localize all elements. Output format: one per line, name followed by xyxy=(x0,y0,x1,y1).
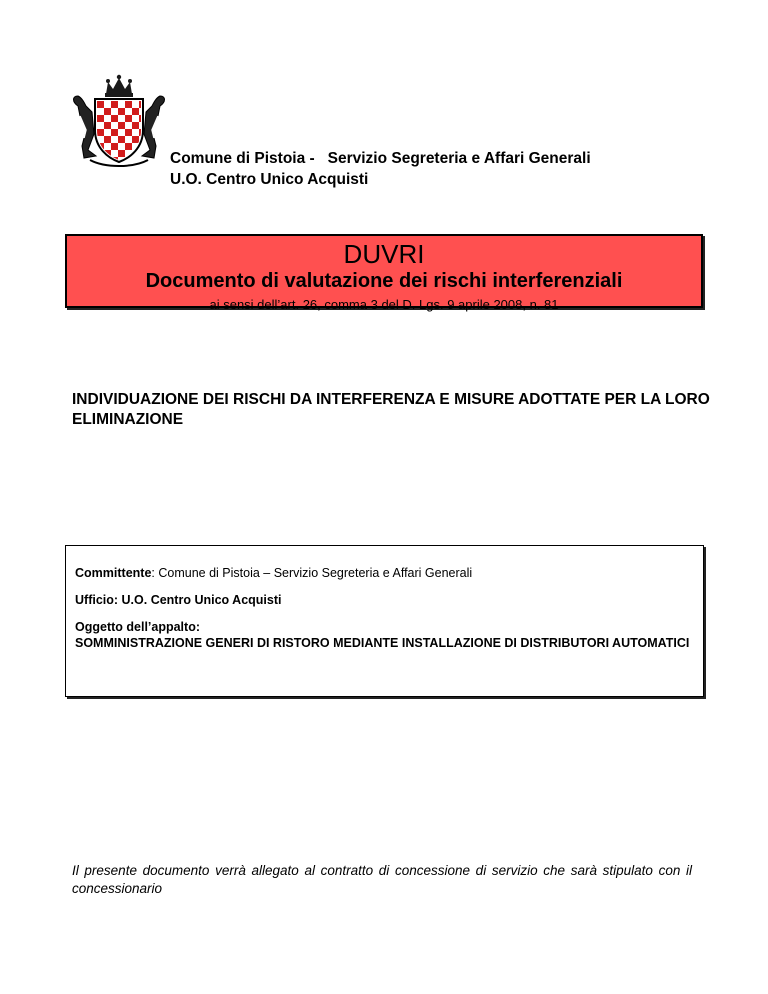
ufficio-line: Ufficio: U.O. Centro Unico Acquisti xyxy=(75,593,282,607)
committente-value: : Comune di Pistoia – Servizio Segreteria e Affari Generali xyxy=(151,566,473,580)
header-line-1 xyxy=(170,148,591,169)
header-line-2: U.O. Centro Unico Acquisti xyxy=(170,171,369,188)
legal-reference: ai sensi dell’art. 26, comma 3 del D. Lgs. 9 aprile 2008, n. 81 xyxy=(209,297,559,312)
header-municipality: Comune di Pistoia - xyxy=(170,150,315,167)
document-subtitle: Documento di valutazione dei rischi interferenziali xyxy=(145,270,623,292)
section-heading: INDIVIDUAZIONE DEI RISCHI DA INTERFERENZA E MISURE ADOTTATE PER LA LORO ELIMINAZIONE xyxy=(72,391,710,428)
header-department: Servizio Segreteria e Affari Generali xyxy=(327,150,591,167)
document-title: DUVRI xyxy=(343,239,425,269)
oggetto-value: SOMMINISTRAZIONE GENERI DI RISTORO MEDIANTE INSTALLAZIONE DI DISTRIBUTORI AUTOMATICI xyxy=(75,636,690,650)
document-title-box xyxy=(65,234,703,312)
committente-label: Committente xyxy=(75,566,152,580)
institution-header xyxy=(170,148,591,190)
coat-of-arms-icon xyxy=(70,72,168,168)
contract-info-box xyxy=(65,545,704,697)
committente-line xyxy=(75,565,694,581)
oggetto-label: Oggetto dell’appalto: xyxy=(75,620,200,634)
oggetto-block xyxy=(75,619,694,651)
footer-note: Il presente documento verrà allegato al contratto di concessione di servizio che sarà stipulato con il concessionario xyxy=(72,863,692,896)
